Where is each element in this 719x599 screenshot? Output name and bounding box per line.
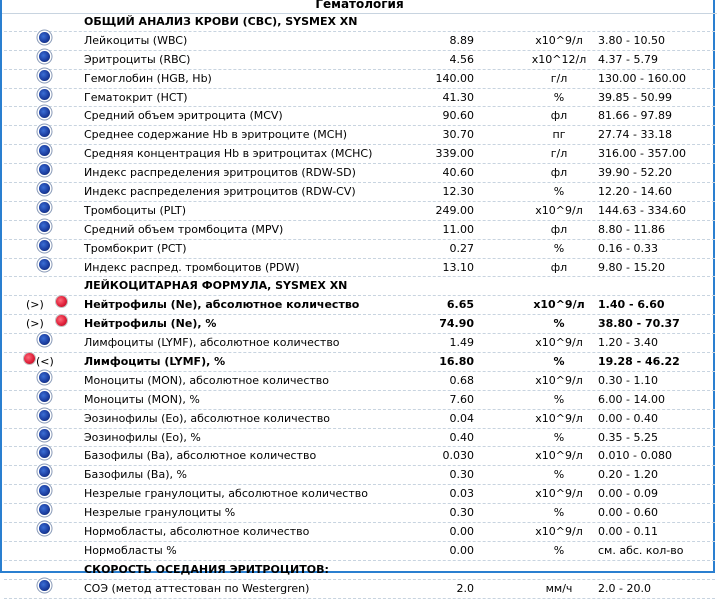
status-normal-icon[interactable]	[39, 183, 50, 194]
table-row	[4, 126, 715, 145]
test-name: Незрелые гранулоциты, абсолютное количество	[84, 487, 368, 501]
test-unit: %	[553, 241, 565, 255]
status-normal-icon[interactable]	[39, 126, 50, 137]
test-unit: %	[553, 355, 565, 369]
reference-range: 0.00 - 0.09	[598, 487, 658, 501]
test-name: СОЭ (метод аттестован по Westergren)	[84, 581, 310, 595]
reference-range: 0.00 - 0.11	[598, 525, 658, 539]
table-row	[4, 372, 715, 391]
table-row	[4, 334, 715, 353]
test-unit: x10^9/л	[535, 525, 583, 539]
reference-range: 4.37 - 5.79	[598, 52, 658, 66]
test-value: 11.00	[442, 222, 474, 236]
test-value: 2.0	[456, 581, 474, 595]
reference-range: 19.28 - 46.22	[598, 355, 680, 369]
test-name: Нормобласты %	[84, 543, 177, 557]
test-value: 0.04	[449, 411, 474, 425]
reference-range: 316.00 - 357.00	[598, 147, 686, 161]
reference-range: 6.00 - 14.00	[598, 392, 665, 406]
table-row	[4, 145, 715, 164]
reference-range: 27.74 - 33.18	[598, 128, 672, 142]
status-normal-icon[interactable]	[39, 107, 50, 118]
table-row	[4, 391, 715, 410]
test-unit: г/л	[550, 71, 568, 85]
test-unit: фл	[550, 166, 568, 180]
status-normal-icon[interactable]	[39, 202, 50, 213]
test-value: 0.27	[449, 241, 474, 255]
test-unit: пг	[552, 128, 566, 142]
status-normal-icon[interactable]	[39, 466, 50, 477]
section-title: СКОРОСТЬ ОСЕДАНИЯ ЭРИТРОЦИТОВ:	[84, 562, 329, 576]
reference-range: 12.20 - 14.60	[598, 185, 672, 199]
test-name: Средний объем тромбоцита (MPV)	[84, 222, 284, 236]
status-normal-icon[interactable]	[39, 164, 50, 175]
test-name: Лимфоциты (LYMF), абсолютное количество	[84, 336, 340, 350]
test-unit: фл	[550, 222, 568, 236]
status-normal-icon[interactable]	[39, 504, 50, 515]
test-unit: x10^9/л	[533, 298, 585, 312]
test-value: 4.56	[449, 52, 474, 66]
test-value: 1.49	[449, 336, 474, 350]
test-name: Тромбоциты (PLT)	[84, 203, 187, 217]
table-row	[4, 202, 715, 221]
table-row	[4, 315, 715, 334]
test-unit: %	[553, 468, 565, 482]
reference-range: 0.30 - 1.10	[598, 373, 658, 387]
reference-range: 2.0 - 20.0	[598, 581, 651, 595]
table-row	[4, 259, 715, 278]
reference-range: 39.85 - 50.99	[598, 90, 672, 104]
table-row	[4, 107, 715, 126]
test-value: 6.65	[446, 298, 474, 312]
table-row	[4, 504, 715, 523]
status-normal-icon[interactable]	[39, 32, 50, 43]
test-unit: мм/ч	[545, 581, 573, 595]
test-name: Индекс распределения эритроцитов (RDW-SD)	[84, 166, 356, 180]
test-value: 13.10	[442, 260, 474, 274]
test-unit: x10^9/л	[535, 449, 583, 463]
test-value: 40.60	[442, 166, 474, 180]
page-title: Гематология	[2, 0, 717, 14]
table-row	[4, 410, 715, 429]
table-row	[4, 580, 715, 599]
section-title: ОБЩИЙ АНАЛИЗ КРОВИ (CBC), SYSMEX XN	[84, 15, 358, 28]
reference-range: 0.16 - 0.33	[598, 241, 658, 255]
reference-range: 0.00 - 0.60	[598, 506, 658, 520]
test-unit: x10^9/л	[535, 373, 583, 387]
status-normal-icon[interactable]	[39, 523, 50, 534]
reference-range: см. абс. кол-во	[598, 543, 684, 557]
section-title: ЛЕЙКОЦИТАРНАЯ ФОРМУЛА, SYSMEX XN	[84, 279, 348, 293]
test-unit: г/л	[550, 147, 568, 161]
test-value: 0.03	[449, 487, 474, 501]
status-normal-icon[interactable]	[39, 410, 50, 421]
table-row	[4, 429, 715, 448]
test-unit: %	[553, 90, 565, 104]
test-name: Гемоглобин (HGB, Hb)	[84, 71, 212, 85]
reference-range: 0.35 - 5.25	[598, 430, 658, 444]
status-normal-icon[interactable]	[39, 372, 50, 383]
table-row	[4, 353, 715, 372]
reference-range: 8.80 - 11.86	[598, 222, 665, 236]
reference-range: 1.20 - 3.40	[598, 336, 658, 350]
test-value: 140.00	[435, 71, 474, 85]
test-value: 0.00	[449, 525, 474, 539]
reference-range: 0.20 - 1.20	[598, 468, 658, 482]
reference-range: 0.00 - 0.40	[598, 411, 658, 425]
reference-range: 1.40 - 6.60	[598, 298, 665, 312]
table-row	[4, 523, 715, 542]
test-value: 0.30	[449, 468, 474, 482]
test-value: 30.70	[442, 128, 474, 142]
table-row	[4, 183, 715, 202]
test-unit: %	[553, 430, 565, 444]
reference-range: 3.80 - 10.50	[598, 33, 665, 47]
reference-range: 9.80 - 15.20	[598, 260, 665, 274]
reference-range: 81.66 - 97.89	[598, 109, 672, 123]
test-name: Эритроциты (RBC)	[84, 52, 191, 66]
reference-range: 144.63 - 334.60	[598, 203, 686, 217]
test-value: 0.00	[449, 543, 474, 557]
deviation-flag: (>)	[26, 298, 44, 312]
test-unit: фл	[550, 260, 568, 274]
section-header	[4, 561, 715, 580]
test-name: Незрелые гранулоциты %	[84, 506, 236, 520]
test-unit: x10^12/л	[531, 52, 587, 66]
test-name: Индекс распред. тромбоцитов (PDW)	[84, 260, 300, 274]
test-name: Средняя концентрация Hb в эритроцитах (MCHC)	[84, 147, 373, 161]
section-header	[4, 277, 715, 296]
test-value: 74.90	[439, 317, 474, 331]
table-row	[4, 89, 715, 108]
table-row	[4, 542, 715, 561]
test-name: Базофилы (Ba), %	[84, 468, 187, 482]
test-name: Лейкоциты (WBC)	[84, 33, 188, 47]
table-row	[4, 164, 715, 183]
test-value: 7.60	[449, 392, 474, 406]
table-row	[4, 51, 715, 70]
test-name: Нейтрофилы (Ne), %	[84, 317, 217, 331]
test-value: 0.30	[449, 506, 474, 520]
test-name: Нормобласты, абсолютное количество	[84, 525, 310, 539]
status-abnormal-icon[interactable]	[24, 353, 35, 364]
section-header	[4, 13, 715, 32]
status-normal-icon[interactable]	[39, 89, 50, 100]
test-value: 0.68	[449, 373, 474, 387]
status-normal-icon[interactable]	[39, 391, 50, 402]
status-normal-icon[interactable]	[39, 145, 50, 156]
table-row	[4, 70, 715, 89]
table-row	[4, 240, 715, 259]
status-normal-icon[interactable]	[39, 485, 50, 496]
status-normal-icon[interactable]	[39, 259, 50, 270]
test-value: 90.60	[442, 109, 474, 123]
test-value: 339.00	[435, 147, 474, 161]
test-unit: x10^9/л	[535, 487, 583, 501]
test-value: 0.030	[442, 449, 474, 463]
test-name: Гематокрит (HCT)	[84, 90, 188, 104]
table-row	[4, 221, 715, 240]
reference-range: 39.90 - 52.20	[598, 166, 672, 180]
test-unit: x10^9/л	[535, 336, 583, 350]
test-value: 249.00	[435, 203, 474, 217]
reference-range: 38.80 - 70.37	[598, 317, 680, 331]
table-row	[4, 32, 715, 51]
test-unit: %	[553, 317, 565, 331]
test-name: Нейтрофилы (Ne), абсолютное количество	[84, 298, 360, 312]
test-name: Лимфоциты (LYMF), %	[84, 355, 226, 369]
test-value: 16.80	[439, 355, 474, 369]
test-unit: %	[553, 185, 565, 199]
test-name: Эозинофилы (Eo), абсолютное количество	[84, 411, 331, 425]
test-unit: %	[553, 506, 565, 520]
table-row	[4, 296, 715, 315]
table-row	[4, 447, 715, 466]
table-row	[4, 485, 715, 504]
test-name: Индекс распределения эритроцитов (RDW-CV)	[84, 185, 356, 199]
test-value: 12.30	[442, 185, 474, 199]
test-value: 8.89	[449, 33, 474, 47]
status-normal-icon[interactable]	[39, 429, 50, 440]
deviation-flag: (>)	[26, 317, 44, 331]
status-normal-icon[interactable]	[39, 447, 50, 458]
test-name: Моноциты (MON), абсолютное количество	[84, 373, 329, 387]
deviation-flag: (<)	[36, 355, 54, 369]
test-name: Эозинофилы (Eo), %	[84, 430, 201, 444]
reference-range: 0.010 - 0.080	[598, 449, 672, 463]
test-name: Средний объем эритроцита (MCV)	[84, 109, 283, 123]
status-normal-icon[interactable]	[39, 51, 50, 62]
test-name: Базофилы (Ba), абсолютное количество	[84, 449, 317, 463]
status-normal-icon[interactable]	[39, 240, 50, 251]
reference-range: 130.00 - 160.00	[598, 71, 686, 85]
table-row	[4, 466, 715, 485]
test-name: Моноциты (MON), %	[84, 392, 200, 406]
test-unit: фл	[550, 109, 568, 123]
test-unit: %	[553, 543, 565, 557]
test-unit: x10^9/л	[535, 203, 583, 217]
test-unit: %	[553, 392, 565, 406]
status-normal-icon[interactable]	[39, 221, 50, 232]
test-name: Среднее содержание Hb в эритроците (MCH)	[84, 128, 348, 142]
status-normal-icon[interactable]	[39, 70, 50, 81]
test-unit: x10^9/л	[535, 33, 583, 47]
results-table	[4, 13, 715, 599]
test-unit: x10^9/л	[535, 411, 583, 425]
test-value: 41.30	[442, 90, 474, 104]
status-normal-icon[interactable]	[39, 580, 50, 591]
status-normal-icon[interactable]	[39, 334, 50, 345]
test-value: 0.40	[449, 430, 474, 444]
test-name: Тромбокрит (PCT)	[84, 241, 187, 255]
